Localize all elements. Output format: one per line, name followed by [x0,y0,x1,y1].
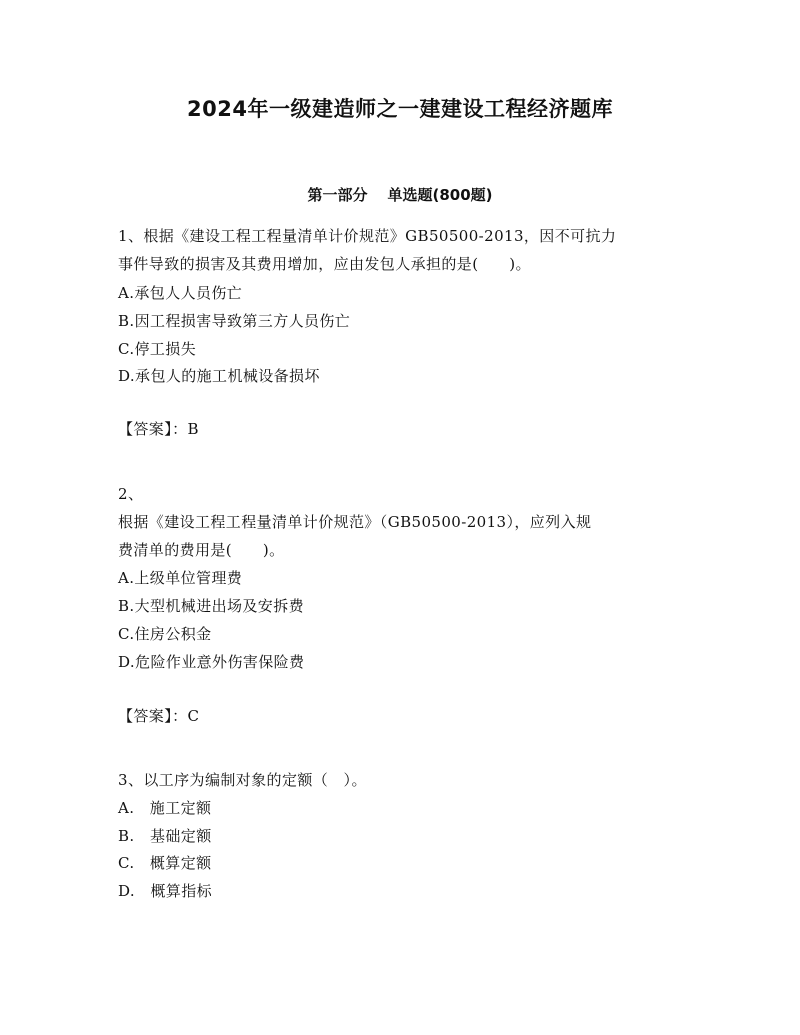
option-a: A. 施工定额 [118,799,212,817]
section-heading [0,184,800,205]
option-d: D.承包人的施工机械设备损坏 [118,367,320,385]
question-stem-line: 根据《建设工程工程量清单计价规范》（GB50500-2013），应列入规 [118,513,592,531]
option-c: C.住房公积金 [118,625,212,643]
question-stem-line: 1、根据《建设工程工程量清单计价规范》GB50500-2013，因不可抗力 [118,227,617,245]
document-title: 2024年一级建造师之一建建设工程经济题库 [187,97,613,121]
option-d: D.危险作业意外伤害保险费 [118,653,305,671]
option-b: B.因工程损害导致第三方人员伤亡 [118,312,351,330]
question-stem-line: 2、 [118,485,144,503]
option-a: A.承包人人员伤亡 [118,284,243,302]
question-stem-line: 事件导致的损害及其费用增加，应由发包人承担的是( )。 [118,255,531,273]
question-stem-line: 3、以工序为编制对象的定额（ ）。 [118,771,367,789]
section-name: 单选题(800题) [387,186,493,204]
option-c: C.停工损失 [118,340,197,358]
section-part: 第一部分 [307,186,368,204]
answer-line: 【答案】：B [118,420,199,438]
option-c: C. 概算定额 [118,854,212,872]
option-b: B. 基础定额 [118,827,212,845]
option-b: B.大型机械进出场及安拆费 [118,597,304,615]
option-d: D. 概算指标 [118,882,213,900]
answer-line: 【答案】：C [118,707,200,725]
option-a: A.上级单位管理费 [118,569,243,587]
question-stem-line: 费清单的费用是( )。 [118,541,285,559]
